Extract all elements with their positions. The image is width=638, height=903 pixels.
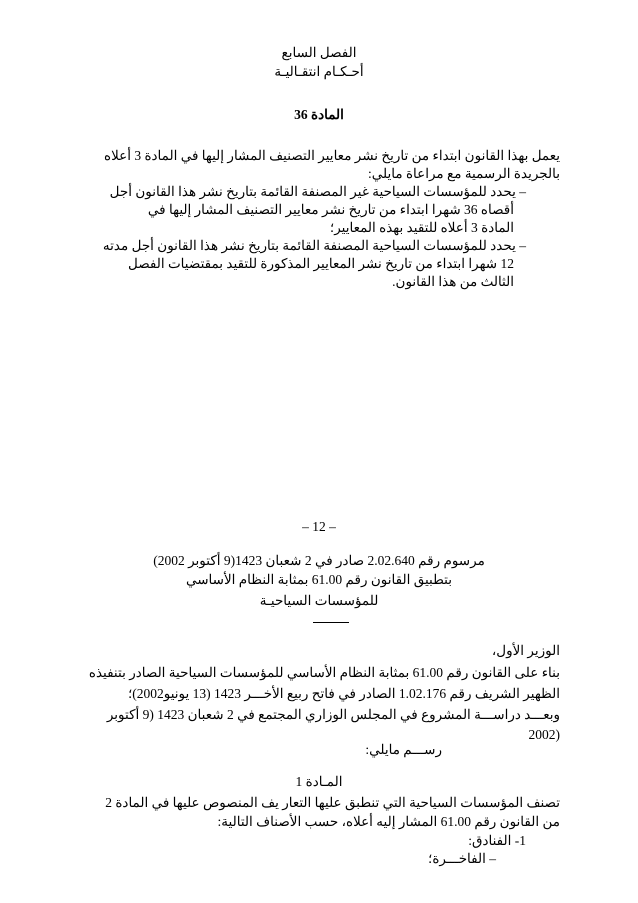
paragraph-line: يعمل بهذا القانون ابتداء من تاريخ نشر معايير التصنيف المشار إليها في المادة 3 أعلاه	[104, 148, 560, 163]
bullet-line: أقصاه 36 شهرا ابتداء من تاريخ نشر معايير التصنيف المشار إليها في	[147, 202, 514, 217]
page-number: – 12 –	[302, 519, 336, 534]
bullet-line: – يحدد للمؤسسات السياحية المصنفة القائمة بتاريخ نشر هذا القانون أجل مدته	[102, 238, 526, 253]
preamble-line: 2002)	[528, 727, 560, 742]
list-item: – الفاخـــرة؛	[428, 851, 496, 866]
decree-title: للمؤسسات السياحيـة	[259, 593, 379, 608]
article-line: من القانون رقم 61.00 المشار إليه أعلاه، حسب الأصناف التالية:	[217, 814, 560, 829]
addressee: الوزير الأول،	[491, 643, 560, 658]
chapter-subtitle: أحـكـام انتقـاليـة	[274, 64, 364, 79]
preamble-line: بناء على القانون رقم 61.00 بمثابة النظام الأساسي للمؤسسات السياحية الصادر بتنفيذه	[88, 665, 560, 680]
preamble-line: وبعـــد دراســـة المشروع في المجلس الوزاري المجتمع في 2 شعبان 1423 (9 أكتوبر	[106, 707, 560, 722]
decree-title: مرسوم رقم 2.02.640 صادر في 2 شعبان 1423(9 أكتوبر 2002)	[153, 553, 485, 568]
bullet-line: المادة 3 أعلاه للتقيد بهذه المعايير؛	[329, 220, 514, 235]
bullet-line: 12 شهرا ابتداء من تاريخ نشر المعايير المذكورة للتقيد بمقتضيات الفصل	[127, 256, 514, 271]
bullet-line: الثالث من هذا القانون.	[392, 274, 514, 289]
paragraph-line: بالجريدة الرسمية مع مراعاة مايلي:	[368, 166, 560, 181]
preamble-line: الظهير الشريف رقم 1.02.176 الصادر في فاتح ربيع الأخـــر 1423 (13 يونيو2002)؛	[127, 686, 560, 701]
decrees-clause: رســـم مايلي:	[365, 742, 442, 757]
list-item: 1- الفنادق:	[468, 833, 526, 848]
separator-rule	[313, 622, 349, 623]
article-1-title: المـادة 1	[295, 774, 343, 789]
decree-title: بتطبيق القانون رقم 61.00 بمثابة النظام الأساسي	[185, 572, 453, 587]
article-36-title: المادة 36	[294, 107, 344, 122]
bullet-line: – يحدد للمؤسسات السياحية غير المصنفة القائمة بتاريخ نشر هذا القانون أجل	[109, 184, 526, 199]
chapter-title: الفصل السابع	[281, 45, 357, 60]
article-line: تصنف المؤسسات السياحية التي تنطبق عليها التعار يف المنصوص عليها في المادة 2	[105, 795, 560, 810]
